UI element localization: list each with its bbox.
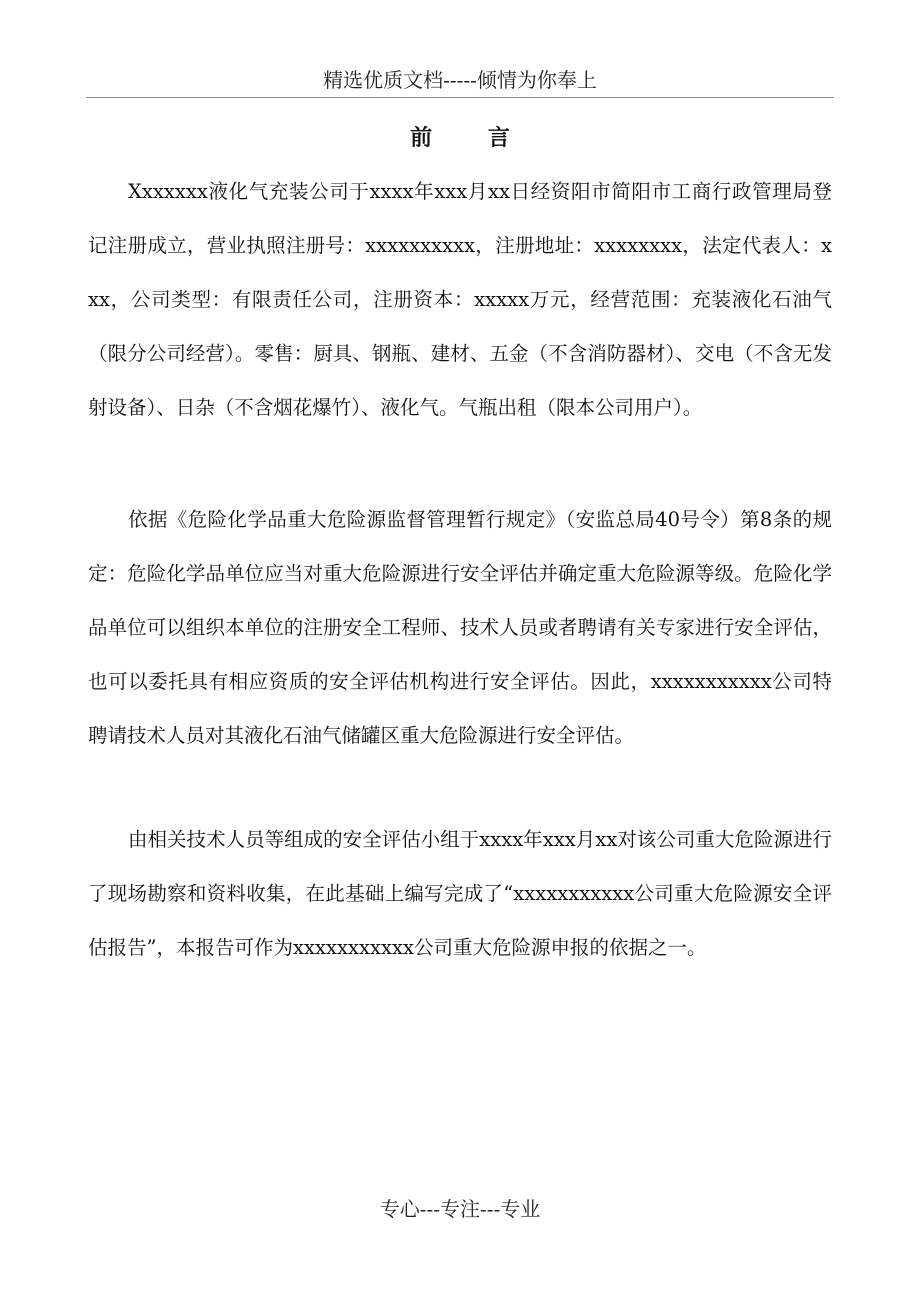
paragraph-company-info: Xxxxxxx液化气充装公司于xxxx年xxx月xx日经资阳市简阳市工商行政管理局登记注册成立，营业执照注册号：xxxxxxxxxx，注册地址：xxxxxxxx，法定代表人：xxx，公司类型：有限责任公司，注册资本：xxxxx万元，经营范围：充装液化石油气（限分公司经营）。零售：厨具、钢瓶、建材、五金（不含消防器材）、交电（不含无发射设备）、日杂（不含烟花爆竹）、液化气。气瓶出租（限本公司用户）。	[88, 180, 832, 419]
paragraph-regulation-basis: 依据《危险化学品重大危险源监督管理暂行规定》（安监总局40号令）第8条的规定：危险化学品单位应当对重大危险源进行安全评估并确定重大危险源等级。危险化学品单位可以组织本单位的注册安全工程师、技术人员或者聘请有关专家进行安全评估，也可以委托具有相应资质的安全评估机构进行安全评估。因此，xxxxxxxxxxx公司特聘请技术人员对其液化石油气储罐区重大危险源进行安全评估。	[88, 508, 832, 747]
paragraph-assessment-summary: 由相关技术人员等组成的安全评估小组于xxxx年xxx月xx对该公司重大危险源进行了现场勘察和资料收集，在此基础上编写完成了“xxxxxxxxxxx公司重大危险源安全评估报告”，本报告可作为xxxxxxxxxxx公司重大危险源申报的依据之一。	[88, 828, 832, 959]
page-header: 精选优质文档-----倾情为你奉上	[323, 68, 597, 92]
document-title: 前 言	[410, 125, 534, 151]
header-divider	[86, 97, 834, 98]
page-footer: 专心---专注---专业	[379, 1197, 541, 1221]
